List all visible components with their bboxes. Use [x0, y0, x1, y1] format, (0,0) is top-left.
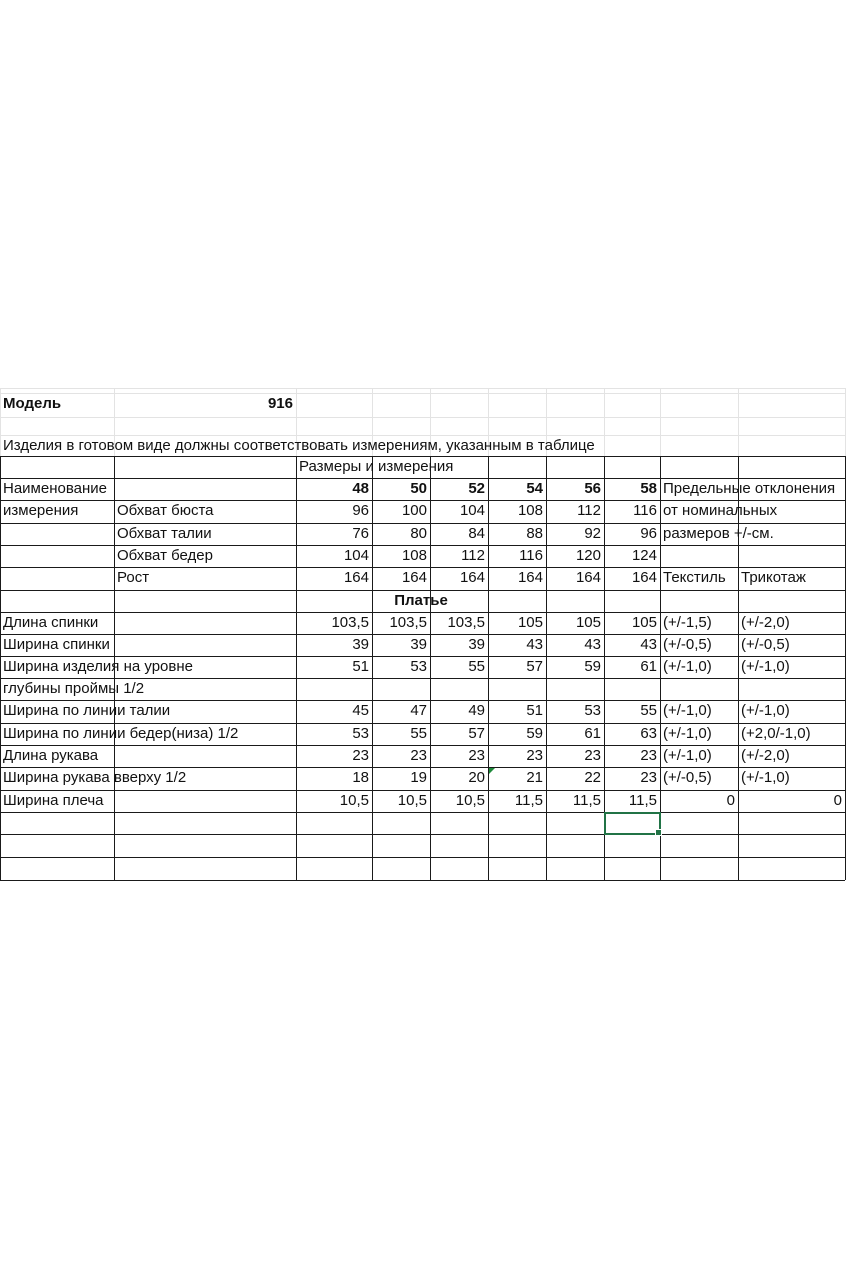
garment-row-label[interactable]: Ширина изделия на уровне — [3, 658, 193, 675]
gridline — [0, 388, 845, 389]
garment-row-label[interactable]: Ширина по линии бедер(низа) 1/2 — [3, 725, 239, 742]
garment-row-value[interactable]: 49 — [468, 702, 485, 719]
deviation-header-cont[interactable]: от номинальных — [663, 502, 778, 519]
garment-row-value[interactable]: 20 — [468, 769, 485, 786]
garment-row-value[interactable] — [488, 678, 546, 700]
garment-row-value[interactable]: 61 — [640, 658, 657, 675]
body-row-value[interactable]: 96 — [640, 525, 657, 542]
body-row-value[interactable]: 120 — [575, 547, 601, 564]
deviation-header[interactable]: Предельные отклонения — [663, 480, 836, 497]
garment-row-value[interactable]: 103,5 — [331, 614, 369, 631]
body-row-value[interactable]: 84 — [468, 525, 485, 542]
name-header-cont[interactable]: измерения — [3, 502, 79, 519]
garment-row-value[interactable]: 11,5 — [572, 792, 601, 809]
knit-tolerance[interactable]: 0 — [833, 792, 842, 809]
garment-row-value[interactable]: 11,5 — [514, 792, 543, 809]
body-row-value[interactable]: 76 — [352, 525, 369, 542]
textile-tolerance[interactable]: (+/-1,0) — [663, 702, 712, 719]
garment-row-value[interactable]: 10,5 — [397, 792, 427, 809]
garment-row-value[interactable]: 43 — [584, 636, 601, 653]
textile-tolerance[interactable]: (+/-1,0) — [663, 747, 712, 764]
body-row-value[interactable]: 96 — [352, 502, 369, 519]
knit-tolerance[interactable]: (+/-2,0) — [741, 747, 790, 764]
body-row-value[interactable]: 80 — [410, 525, 427, 542]
garment-row-value[interactable]: 39 — [410, 636, 427, 653]
table-border — [845, 456, 846, 880]
body-row-value[interactable]: 108 — [401, 547, 427, 564]
garment-row-label[interactable]: глубины проймы 1/2 — [3, 680, 145, 697]
garment-row-value[interactable] — [430, 678, 488, 700]
garment-row-value[interactable]: 39 — [468, 636, 485, 653]
body-row-label[interactable]: Рост — [117, 569, 150, 586]
knit-tolerance[interactable]: (+2,0/-1,0) — [741, 725, 811, 742]
body-row-label[interactable]: Обхват бедер — [117, 547, 213, 564]
table-border — [0, 834, 845, 835]
garment-row-value[interactable]: 23 — [640, 747, 657, 764]
textile-tolerance[interactable]: (+/-1,0) — [663, 725, 712, 742]
section-title[interactable]: Платье — [394, 592, 448, 609]
textile-tolerance[interactable]: (+/-1,5) — [663, 614, 712, 631]
table-border — [0, 857, 845, 858]
garment-row-value[interactable]: 103,5 — [447, 614, 485, 631]
body-row-value[interactable]: 116 — [633, 502, 657, 519]
garment-row-value[interactable]: 59 — [584, 658, 601, 675]
sizes-header[interactable]: Размеры и измерения — [299, 458, 454, 475]
garment-row-value[interactable]: 45 — [352, 702, 369, 719]
textile-tolerance[interactable]: (+/-1,0) — [663, 658, 712, 675]
garment-row-value[interactable]: 19 — [410, 769, 427, 786]
garment-row-value[interactable]: 55 — [468, 658, 485, 675]
body-row-value[interactable]: 164 — [631, 569, 657, 586]
size-56[interactable]: 56 — [584, 480, 601, 497]
garment-row-value[interactable]: 105 — [517, 614, 543, 631]
body-row-value[interactable]: 164 — [459, 569, 485, 586]
garment-row-value[interactable]: 103,5 — [389, 614, 427, 631]
garment-row-value[interactable]: 10,5 — [339, 792, 369, 809]
garment-row-value[interactable]: 61 — [584, 725, 601, 742]
knit-tolerance[interactable]: (+/-0,5) — [741, 636, 790, 653]
garment-row-value[interactable]: 51 — [526, 702, 543, 719]
garment-row-label[interactable]: Ширина рукава вверху 1/2 — [3, 769, 187, 786]
garment-row-value[interactable]: 18 — [352, 769, 369, 786]
garment-row-value[interactable]: 23 — [584, 747, 601, 764]
garment-row-value[interactable]: 57 — [468, 725, 485, 742]
garment-row-value[interactable]: 105 — [575, 614, 601, 631]
gridline — [845, 388, 846, 456]
body-row-value[interactable]: 112 — [461, 547, 485, 564]
body-row-value[interactable]: 164 — [575, 569, 601, 586]
garment-row-value[interactable]: 23 — [352, 747, 369, 764]
body-row-value[interactable]: 164 — [401, 569, 427, 586]
name-header[interactable]: Наименование — [3, 480, 107, 497]
garment-row-value[interactable]: 22 — [584, 769, 601, 786]
body-row-value[interactable]: 104 — [343, 547, 369, 564]
body-row-value[interactable]: 116 — [519, 547, 543, 564]
garment-row-value[interactable]: 57 — [526, 658, 543, 675]
deviation-header-cont[interactable]: размеров +/-см. — [663, 525, 774, 542]
garment-row-value[interactable]: 23 — [410, 747, 427, 764]
garment-row-value[interactable]: 43 — [526, 636, 543, 653]
garment-row-value[interactable]: 21 — [526, 769, 543, 786]
body-row-value[interactable]: 88 — [526, 525, 543, 542]
garment-row-value[interactable] — [372, 678, 430, 700]
fill-handle[interactable] — [655, 829, 662, 836]
size-58[interactable]: 58 — [640, 480, 657, 497]
garment-row-value[interactable]: 23 — [640, 769, 657, 786]
table-border — [0, 812, 845, 813]
knit-tolerance[interactable]: (+/-2,0) — [741, 614, 790, 631]
garment-row-value[interactable]: 59 — [526, 725, 543, 742]
garment-row-value[interactable]: 53 — [352, 725, 369, 742]
body-row-label[interactable]: Обхват бюста — [117, 502, 214, 519]
body-row-value[interactable]: 164 — [517, 569, 543, 586]
body-row-value[interactable]: 112 — [577, 502, 601, 519]
garment-row-value[interactable]: 23 — [526, 747, 543, 764]
gridline — [0, 417, 845, 418]
garment-row-label[interactable]: Ширина плеча — [3, 792, 104, 809]
garment-row-value[interactable]: 55 — [640, 702, 657, 719]
size-52[interactable]: 52 — [468, 480, 485, 497]
body-row-value[interactable]: 164 — [343, 569, 369, 586]
garment-row-value[interactable]: 23 — [468, 747, 485, 764]
garment-row-value[interactable]: 55 — [410, 725, 427, 742]
model-number[interactable]: 916 — [267, 395, 293, 412]
textile-tolerance[interactable]: 0 — [726, 792, 735, 809]
size-48[interactable]: 48 — [352, 480, 369, 497]
knit-tolerance[interactable]: (+/-1,0) — [741, 769, 790, 786]
table-note[interactable]: Изделия в готовом виде должны соответствовать измерениям, указанным в таблице — [3, 437, 595, 454]
textile-tolerance[interactable] — [660, 678, 738, 700]
size-54[interactable]: 54 — [526, 480, 543, 497]
garment-row-value[interactable]: 43 — [640, 636, 657, 653]
knit-tolerance[interactable]: (+/-1,0) — [741, 658, 790, 675]
body-row-value[interactable]: 100 — [401, 502, 427, 519]
garment-row-value[interactable]: 39 — [352, 636, 369, 653]
knit-header[interactable]: Трикотаж — [741, 569, 806, 586]
table-border — [0, 880, 845, 881]
garment-row-value[interactable]: 53 — [584, 702, 601, 719]
garment-row-value[interactable]: 51 — [352, 658, 369, 675]
body-row-value[interactable]: 108 — [517, 502, 543, 519]
garment-row-value[interactable]: 105 — [631, 614, 657, 631]
model-label[interactable]: Модель — [3, 395, 62, 412]
garment-row-label[interactable]: Длина спинки — [3, 614, 99, 631]
garment-row-value[interactable]: 47 — [410, 702, 427, 719]
selected-cell[interactable] — [604, 812, 661, 835]
garment-row-label[interactable]: Ширина по линии талии — [3, 702, 171, 719]
knit-tolerance[interactable]: (+/-1,0) — [741, 702, 790, 719]
knit-tolerance[interactable] — [738, 678, 845, 700]
comment-indicator-icon[interactable] — [489, 768, 495, 774]
garment-row-value[interactable]: 53 — [410, 658, 427, 675]
garment-row-value[interactable]: 11,5 — [628, 792, 657, 809]
garment-row-value[interactable] — [296, 678, 372, 700]
textile-tolerance[interactable]: (+/-0,5) — [663, 636, 712, 653]
body-row-value[interactable]: 124 — [631, 547, 657, 564]
garment-row-value[interactable]: 63 — [640, 725, 657, 742]
garment-row-label[interactable]: Длина рукава — [3, 747, 99, 764]
garment-row-value[interactable]: 10,5 — [455, 792, 485, 809]
garment-row-label[interactable]: Ширина спинки — [3, 636, 110, 653]
body-row-value[interactable]: 92 — [584, 525, 601, 542]
textile-tolerance[interactable]: (+/-0,5) — [663, 769, 712, 786]
garment-row-value[interactable] — [604, 678, 660, 700]
garment-row-value[interactable] — [546, 678, 604, 700]
body-row-value[interactable]: 104 — [459, 502, 485, 519]
textile-header[interactable]: Текстиль — [663, 569, 726, 586]
size-50[interactable]: 50 — [410, 480, 427, 497]
body-row-label[interactable]: Обхват талии — [117, 525, 212, 542]
